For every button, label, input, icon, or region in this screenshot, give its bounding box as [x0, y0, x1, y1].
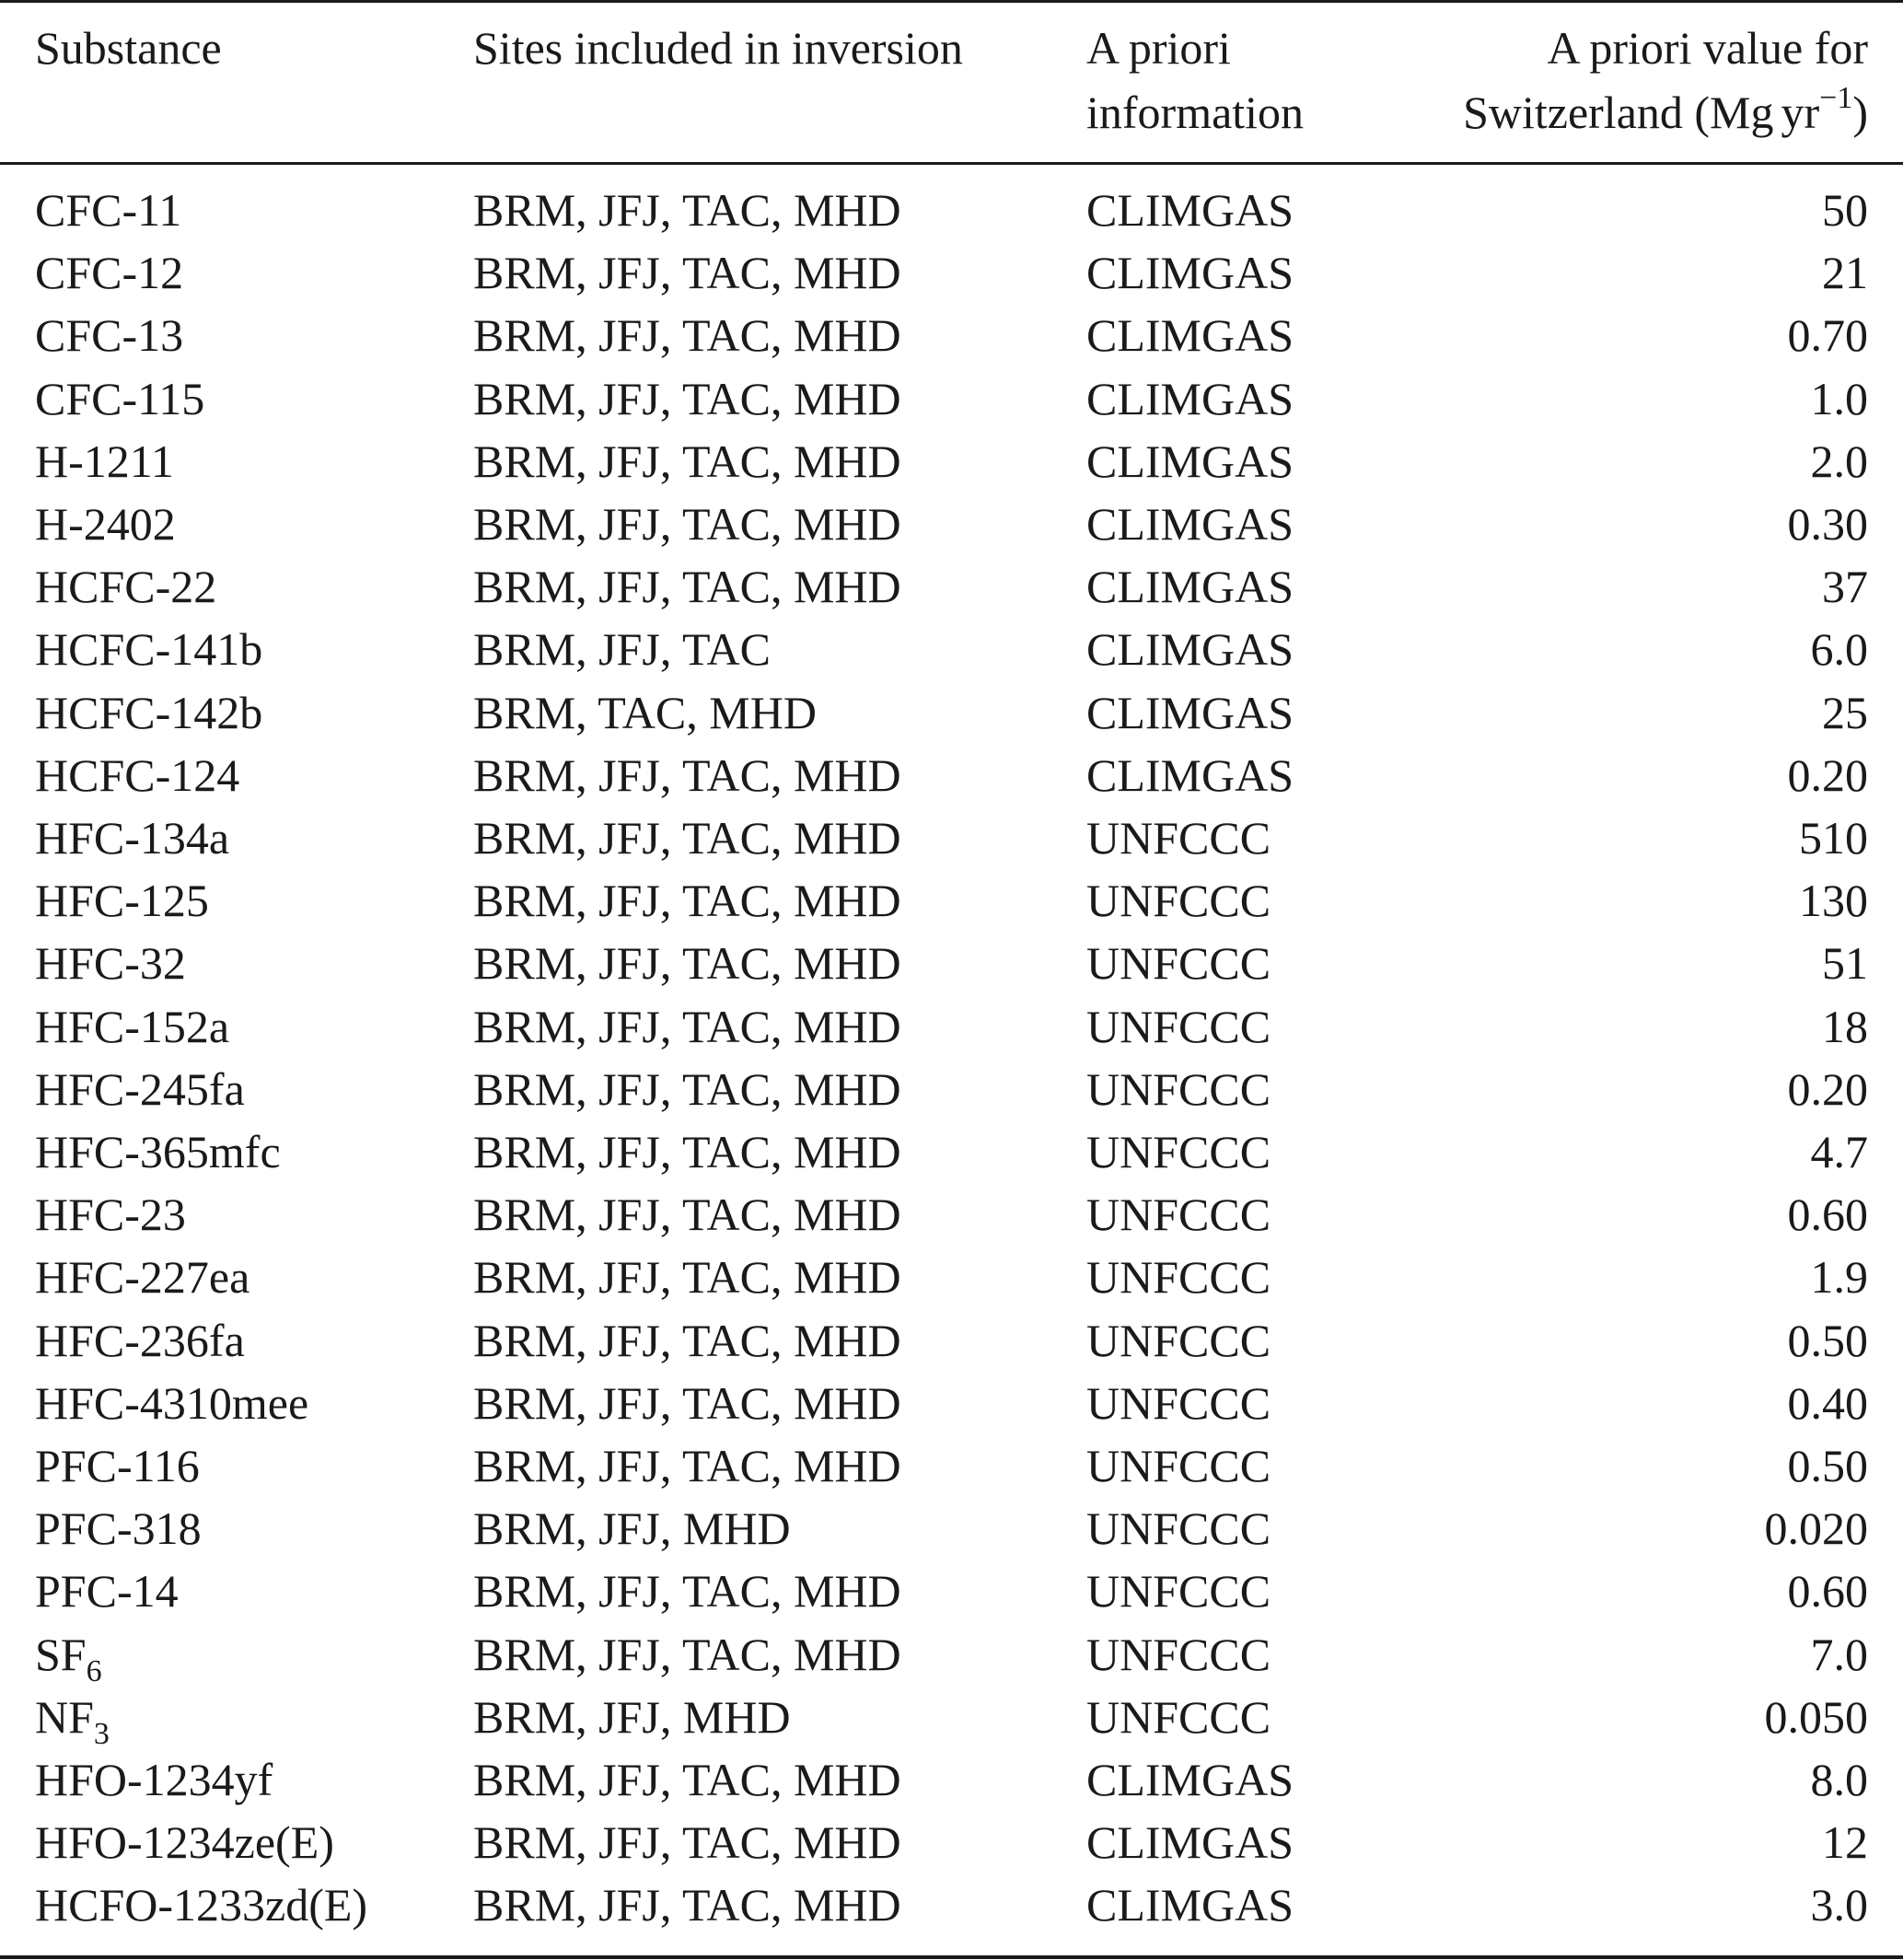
row-apriori-info-text: CLIMGAS	[1086, 561, 1294, 612]
row-sites-text: BRM, JFJ, TAC, MHD	[473, 937, 901, 989]
row-substance-text: SF	[35, 1629, 87, 1680]
row-apriori-info	[1086, 995, 1271, 1058]
row-apriori-info	[1086, 1811, 1294, 1873]
top-rule	[0, 0, 1903, 3]
row-sites	[473, 744, 901, 806]
row-substance	[35, 618, 262, 680]
row-sites	[473, 1372, 901, 1434]
row-apriori-info	[1086, 618, 1294, 680]
row-substance-text: HFC-125	[35, 875, 209, 926]
row-sites	[473, 1120, 901, 1183]
row-apriori-value	[1788, 1434, 1869, 1497]
row-apriori-value-text: 0.40	[1787, 1377, 1868, 1429]
row-apriori-info-text: UNFCCC	[1086, 937, 1271, 989]
row-sites	[473, 430, 901, 493]
row-apriori-info	[1086, 1058, 1271, 1120]
row-apriori-info	[1086, 1309, 1271, 1372]
row-sites	[473, 241, 901, 304]
row-substance-text: HCFC-124	[35, 749, 240, 801]
row-apriori-value-text: 510	[1799, 812, 1868, 864]
row-apriori-value-text: 0.050	[1764, 1691, 1868, 1743]
row-apriori-info-text: CLIMGAS	[1086, 309, 1294, 361]
row-sites-text: BRM, JFJ, TAC, MHD	[473, 1063, 901, 1115]
row-apriori-value	[1811, 1873, 1869, 1936]
row-sites	[473, 932, 901, 994]
row-sites	[473, 367, 901, 430]
row-substance-text: HCFO-1233zd(E)	[35, 1879, 368, 1931]
row-apriori-info-text: CLIMGAS	[1086, 184, 1294, 236]
row-substance	[35, 1873, 367, 1936]
row-apriori-value-text: 8.0	[1810, 1754, 1868, 1805]
row-substance-text: HCFC-141b	[35, 623, 263, 675]
row-sites-text: BRM, JFJ, TAC, MHD	[473, 1879, 901, 1931]
row-substance	[35, 1434, 200, 1497]
row-apriori-info	[1086, 1560, 1271, 1622]
row-apriori-value	[1822, 995, 1868, 1058]
row-apriori-value-text: 2.0	[1810, 435, 1868, 487]
header-substance	[35, 16, 222, 80]
row-substance	[35, 555, 216, 618]
row-apriori-value-text: 0.020	[1764, 1502, 1868, 1554]
row-sites	[473, 1748, 901, 1811]
row-sites-text: BRM, JFJ, TAC, MHD	[473, 1565, 901, 1617]
row-substance-text: HFC-23	[35, 1189, 186, 1240]
row-sites	[473, 995, 901, 1058]
header-value-exponent: −1	[1819, 81, 1853, 115]
row-substance-text: H-2402	[35, 498, 176, 550]
row-apriori-value	[1765, 1497, 1869, 1560]
row-apriori-value-text: 0.70	[1787, 309, 1868, 361]
row-sites-text: BRM, JFJ, TAC, MHD	[473, 373, 901, 424]
row-sites-text: BRM, JFJ, TAC, MHD	[473, 1315, 901, 1366]
header-value-line1: A priori value for	[1547, 22, 1868, 74]
row-apriori-value-text: 3.0	[1810, 1879, 1868, 1931]
row-sites	[473, 869, 901, 932]
row-apriori-value	[1799, 869, 1868, 932]
row-sites-text: BRM, JFJ, TAC, MHD	[473, 1440, 901, 1491]
row-apriori-value	[1799, 806, 1868, 869]
row-substance	[35, 179, 181, 241]
row-sites-text: BRM, JFJ, TAC, MHD	[473, 184, 901, 236]
row-substance-text: HFO-1234ze(E)	[35, 1816, 334, 1868]
header-rule	[0, 162, 1903, 165]
row-apriori-value-text: 6.0	[1810, 623, 1868, 675]
row-sites-text: BRM, JFJ, TAC, MHD	[473, 561, 901, 612]
row-apriori-value-text: 0.60	[1787, 1565, 1868, 1617]
row-sites-text: BRM, JFJ, MHD	[473, 1502, 791, 1554]
row-sites-text: BRM, JFJ, TAC, MHD	[473, 1754, 901, 1805]
row-sites	[473, 1873, 901, 1936]
row-sites	[473, 681, 817, 744]
row-substance	[35, 1811, 334, 1873]
row-apriori-info	[1086, 681, 1294, 744]
row-apriori-value-text: 12	[1822, 1816, 1868, 1868]
row-substance-text: HCFC-22	[35, 561, 217, 612]
row-sites	[473, 555, 901, 618]
header-value-close: )	[1852, 87, 1868, 138]
row-apriori-info-text: UNFCCC	[1086, 1189, 1271, 1240]
row-apriori-info-text: CLIMGAS	[1086, 1879, 1294, 1931]
row-apriori-value-text: 0.60	[1787, 1189, 1868, 1240]
row-apriori-value-text: 4.7	[1810, 1126, 1868, 1177]
row-apriori-value	[1811, 1748, 1869, 1811]
row-sites-text: BRM, JFJ, TAC, MHD	[473, 309, 901, 361]
row-apriori-info-text: CLIMGAS	[1086, 623, 1294, 675]
row-substance	[35, 367, 204, 430]
row-substance	[35, 744, 239, 806]
row-apriori-info-text: CLIMGAS	[1086, 373, 1294, 424]
row-substance	[35, 995, 229, 1058]
row-apriori-value-text: 18	[1822, 1001, 1868, 1052]
row-sites-text: BRM, JFJ, TAC, MHD	[473, 498, 901, 550]
row-apriori-info-text: UNFCCC	[1086, 1377, 1271, 1429]
row-substance-text: CFC-115	[35, 373, 205, 424]
row-apriori-info-text: CLIMGAS	[1086, 749, 1294, 801]
row-apriori-info-text: CLIMGAS	[1086, 687, 1294, 738]
row-apriori-info-text: CLIMGAS	[1086, 435, 1294, 487]
row-substance	[35, 1497, 202, 1560]
row-apriori-value	[1811, 1246, 1869, 1308]
row-apriori-info	[1086, 430, 1294, 493]
row-apriori-value-text: 37	[1822, 561, 1868, 612]
row-sites	[473, 618, 771, 680]
row-substance-subscript: 6	[86, 1654, 102, 1688]
row-sites	[473, 1497, 791, 1560]
row-substance-text: HFC-134a	[35, 812, 230, 864]
row-substance-text: CFC-11	[35, 184, 182, 236]
row-sites	[473, 1246, 901, 1308]
row-apriori-info	[1086, 869, 1271, 932]
row-apriori-info-text: UNFCCC	[1086, 1565, 1271, 1617]
row-apriori-info-text: UNFCCC	[1086, 1691, 1271, 1743]
row-substance-text: HFC-4310mee	[35, 1377, 309, 1429]
header-info-line2: information	[1086, 87, 1305, 138]
row-apriori-info-text: UNFCCC	[1086, 812, 1271, 864]
row-apriori-info-text: UNFCCC	[1086, 1251, 1271, 1303]
row-substance	[35, 1560, 179, 1622]
row-apriori-info-text: CLIMGAS	[1086, 498, 1294, 550]
row-apriori-info-text: CLIMGAS	[1086, 1816, 1294, 1868]
row-apriori-info	[1086, 1246, 1271, 1308]
row-substance	[35, 932, 186, 994]
header-substance-text: Substance	[35, 22, 222, 74]
row-apriori-info-text: UNFCCC	[1086, 1126, 1271, 1177]
row-substance-text: PFC-116	[35, 1440, 200, 1491]
row-apriori-info	[1086, 1497, 1271, 1560]
row-apriori-value-text: 1.9	[1810, 1251, 1868, 1303]
row-sites	[473, 1434, 901, 1497]
row-sites	[473, 493, 901, 555]
row-sites-text: BRM, JFJ, TAC, MHD	[473, 749, 901, 801]
row-apriori-value	[1811, 1120, 1869, 1183]
row-substance-text: HFC-365mfc	[35, 1126, 281, 1177]
row-substance	[35, 1246, 249, 1308]
row-substance	[35, 1686, 110, 1751]
row-apriori-info-text: UNFCCC	[1086, 1502, 1271, 1554]
row-substance	[35, 1748, 273, 1811]
row-sites	[473, 1560, 901, 1622]
row-apriori-info	[1086, 1372, 1271, 1434]
row-apriori-info	[1086, 1183, 1271, 1246]
row-apriori-value-text: 130	[1799, 875, 1868, 926]
row-apriori-value	[1788, 1560, 1869, 1622]
row-substance-text: H-1211	[35, 435, 174, 487]
row-apriori-value	[1822, 179, 1868, 241]
row-apriori-info	[1086, 241, 1294, 304]
header-sites-text: Sites included in inversion	[473, 22, 963, 74]
row-apriori-value	[1788, 1309, 1869, 1372]
row-substance-text: HFC-32	[35, 937, 186, 989]
bottom-rule	[0, 1955, 1903, 1959]
row-sites-text: BRM, JFJ, MHD	[473, 1691, 791, 1743]
row-apriori-info-text: UNFCCC	[1086, 1315, 1271, 1366]
row-substance-text: PFC-318	[35, 1502, 202, 1554]
row-apriori-info-text: CLIMGAS	[1086, 1754, 1294, 1805]
row-apriori-info	[1086, 806, 1271, 869]
row-sites	[473, 1058, 901, 1120]
row-sites-text: BRM, TAC, MHD	[473, 687, 817, 738]
row-substance-text: PFC-14	[35, 1565, 179, 1617]
row-apriori-info	[1086, 1686, 1271, 1748]
row-apriori-value	[1765, 1686, 1869, 1748]
row-substance	[35, 1120, 281, 1183]
row-sites-text: BRM, JFJ, TAC, MHD	[473, 1816, 901, 1868]
row-substance	[35, 1623, 102, 1686]
row-substance	[35, 241, 183, 304]
row-apriori-info	[1086, 1748, 1294, 1811]
header-info-line1: A priori	[1086, 22, 1231, 74]
row-apriori-value-text: 0.30	[1787, 498, 1868, 550]
row-substance-text: NF	[35, 1691, 94, 1743]
row-sites	[473, 1309, 901, 1372]
row-sites-text: BRM, JFJ, TAC, MHD	[473, 1377, 901, 1429]
row-substance	[35, 1309, 245, 1372]
row-apriori-info	[1086, 932, 1271, 994]
row-sites-text: BRM, JFJ, TAC	[473, 623, 771, 675]
row-substance	[35, 430, 174, 493]
row-apriori-info-text: UNFCCC	[1086, 1001, 1271, 1052]
row-apriori-value-text: 25	[1822, 687, 1868, 738]
header-info	[1086, 16, 1304, 145]
row-apriori-value	[1788, 744, 1869, 806]
row-apriori-info	[1086, 179, 1294, 241]
row-apriori-info	[1086, 744, 1294, 806]
row-apriori-value	[1788, 1058, 1869, 1120]
row-apriori-info	[1086, 1434, 1271, 1497]
row-apriori-info	[1086, 304, 1294, 366]
row-apriori-value	[1822, 241, 1868, 304]
row-substance-text: HCFC-142b	[35, 687, 263, 738]
row-sites	[473, 1623, 901, 1686]
row-sites-text: BRM, JFJ, TAC, MHD	[473, 875, 901, 926]
row-sites-text: BRM, JFJ, TAC, MHD	[473, 1001, 901, 1052]
row-apriori-value	[1822, 1811, 1868, 1873]
row-substance-text: HFO-1234yf	[35, 1754, 273, 1805]
row-apriori-value-text: 7.0	[1810, 1629, 1868, 1680]
row-sites-text: BRM, JFJ, TAC, MHD	[473, 812, 901, 864]
row-apriori-info	[1086, 493, 1294, 555]
row-apriori-info-text: UNFCCC	[1086, 875, 1271, 926]
row-sites	[473, 179, 901, 241]
row-apriori-value-text: 50	[1822, 184, 1868, 236]
row-apriori-value	[1788, 1183, 1869, 1246]
row-apriori-info-text: CLIMGAS	[1086, 247, 1294, 298]
row-apriori-value-text: 0.50	[1787, 1315, 1868, 1366]
row-sites-text: BRM, JFJ, TAC, MHD	[473, 1629, 901, 1680]
row-apriori-value-text: 0.20	[1787, 749, 1868, 801]
row-apriori-value	[1811, 618, 1869, 680]
row-substance-text: HFC-227ea	[35, 1251, 250, 1303]
row-sites-text: BRM, JFJ, TAC, MHD	[473, 435, 901, 487]
header-value	[1463, 16, 1868, 145]
row-sites	[473, 806, 901, 869]
header-value-line2	[1463, 80, 1868, 145]
row-substance	[35, 493, 176, 555]
header-sites	[473, 16, 963, 80]
row-apriori-value	[1822, 555, 1868, 618]
row-apriori-info-text: UNFCCC	[1086, 1629, 1271, 1680]
row-substance	[35, 681, 262, 744]
row-apriori-value	[1811, 430, 1869, 493]
row-sites-text: BRM, JFJ, TAC, MHD	[473, 247, 901, 298]
row-apriori-info	[1086, 1623, 1271, 1686]
row-apriori-value	[1811, 367, 1869, 430]
row-apriori-value-text: 0.50	[1787, 1440, 1868, 1491]
row-apriori-value	[1822, 932, 1868, 994]
row-apriori-info-text: UNFCCC	[1086, 1440, 1271, 1491]
row-apriori-info	[1086, 1120, 1271, 1183]
row-substance	[35, 806, 229, 869]
row-apriori-value-text: 1.0	[1810, 373, 1868, 424]
row-substance-subscript: 3	[93, 1717, 110, 1751]
row-substance	[35, 1058, 245, 1120]
row-substance	[35, 1183, 186, 1246]
row-sites-text: BRM, JFJ, TAC, MHD	[473, 1189, 901, 1240]
row-substance-text: CFC-12	[35, 247, 184, 298]
row-apriori-info	[1086, 367, 1294, 430]
row-apriori-value-text: 51	[1822, 937, 1868, 989]
header-value-unit: yr	[1781, 87, 1820, 138]
row-sites	[473, 1183, 901, 1246]
row-sites-text: BRM, JFJ, TAC, MHD	[473, 1251, 901, 1303]
row-substance-text: HFC-152a	[35, 1001, 230, 1052]
row-sites	[473, 1686, 791, 1748]
row-apriori-value	[1788, 304, 1869, 366]
row-apriori-value	[1788, 1372, 1869, 1434]
row-substance-text: HFC-245fa	[35, 1063, 245, 1115]
row-substance-text: CFC-13	[35, 309, 184, 361]
row-sites	[473, 304, 901, 366]
row-sites-text: BRM, JFJ, TAC, MHD	[473, 1126, 901, 1177]
row-apriori-info-text: UNFCCC	[1086, 1063, 1271, 1115]
row-apriori-value-text: 21	[1822, 247, 1868, 298]
row-substance	[35, 869, 209, 932]
row-substance	[35, 304, 183, 366]
row-sites	[473, 1811, 901, 1873]
row-apriori-value-text: 0.20	[1787, 1063, 1868, 1115]
row-apriori-info	[1086, 1873, 1294, 1936]
row-apriori-value	[1788, 493, 1869, 555]
row-substance	[35, 1372, 308, 1434]
row-apriori-info	[1086, 555, 1294, 618]
row-substance-text: HFC-236fa	[35, 1315, 245, 1366]
header-value-unit-prefix: Switzerland (Mg	[1463, 87, 1774, 138]
row-apriori-value	[1811, 1623, 1869, 1686]
row-apriori-value	[1822, 681, 1868, 744]
